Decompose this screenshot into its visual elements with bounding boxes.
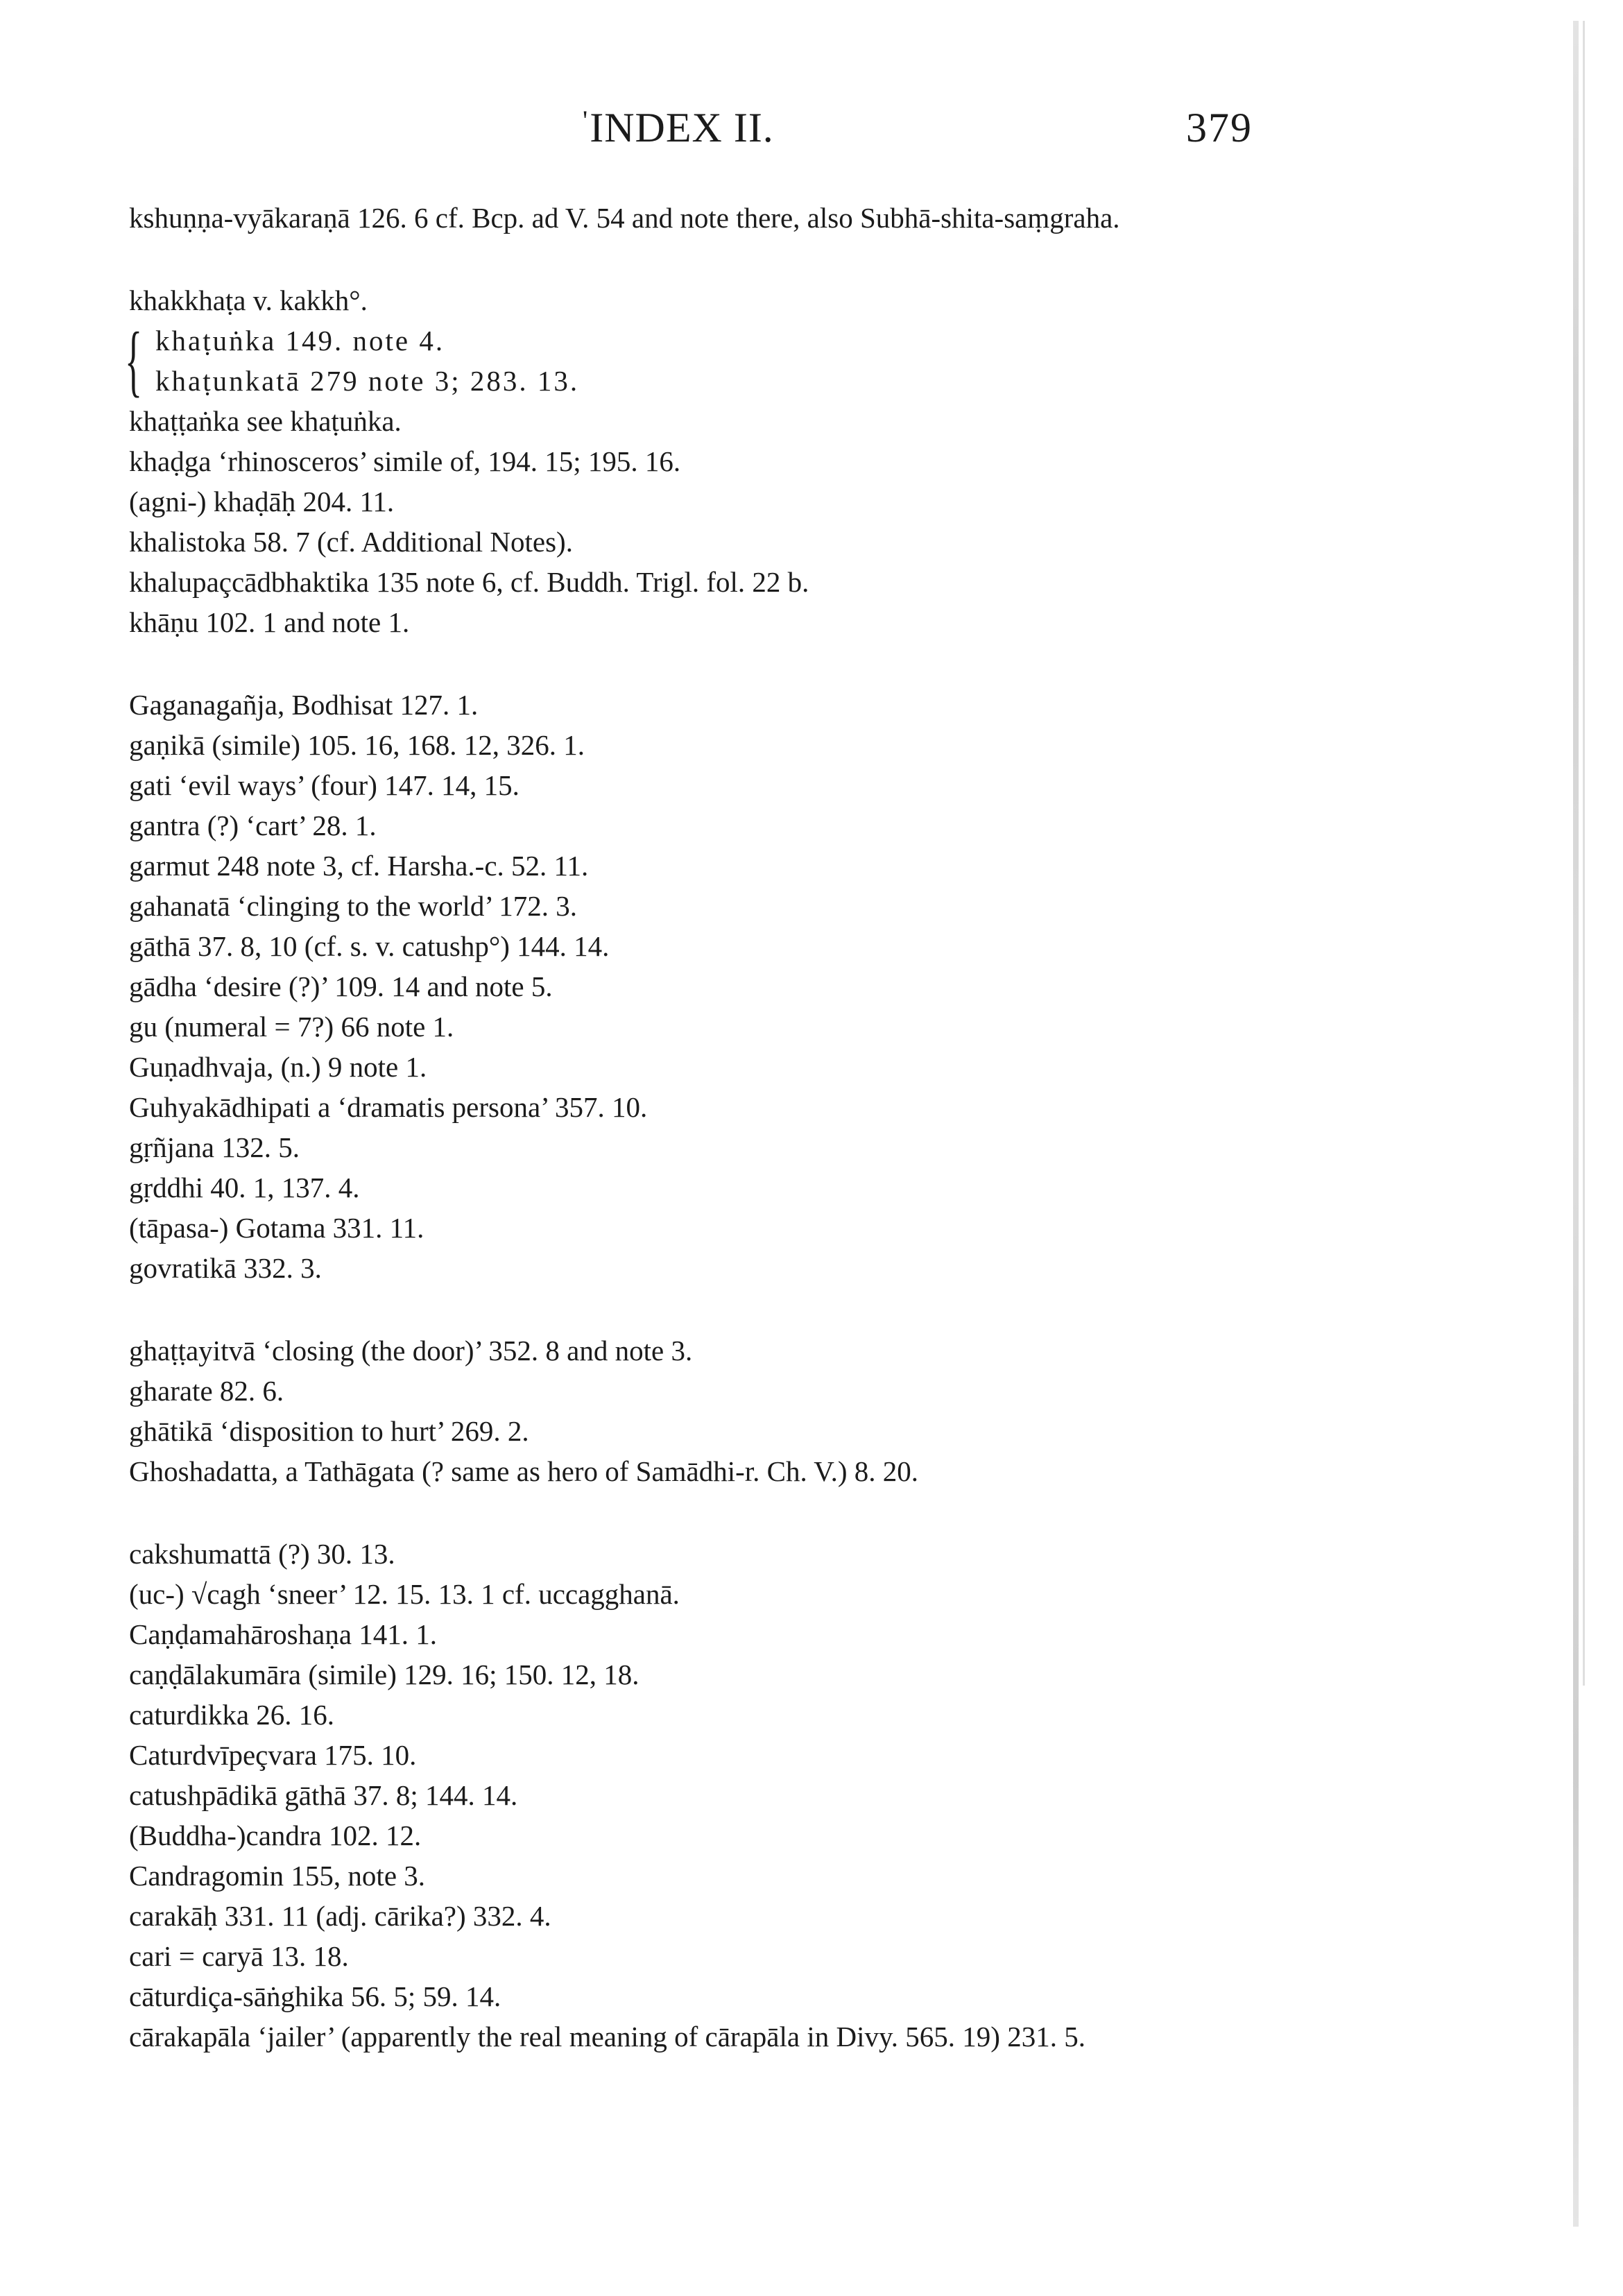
index-entry: ghaṭṭayitvā ‘closing (the door)’ 352. 8 and note 3. — [129, 1335, 693, 1367]
index-entries — [125, 198, 1266, 2057]
index-entry: gṛñjana 132. 5. — [129, 1131, 300, 1163]
index-entry: (Buddha-)candra 102. 12. — [129, 1819, 422, 1851]
index-entry: (agni-) khaḍāḥ 204. 11. — [129, 486, 395, 517]
running-head-word: NDEX — [604, 105, 723, 151]
index-entry: caṇḍālakumāra (simile) 129. 16; 150. 12, 18. — [129, 1659, 639, 1690]
running-head — [583, 104, 774, 152]
left-brace-icon: { — [125, 316, 143, 405]
index-entry: Gaganagañja, Bodhisat 127. 1. — [129, 689, 479, 721]
index-entry: gṛddhi 40. 1, 137. 4. — [129, 1172, 360, 1203]
index-group — [125, 280, 1266, 642]
index-entry: (tāpasa-) Gotama 331. 11. — [129, 1212, 424, 1244]
index-entry: gādha ‘desire (?)’ 109. 14 and note 5. — [129, 970, 553, 1002]
index-entry: khāṇu 102. 1 and note 1. — [129, 606, 410, 638]
index-entry: gu (numeral = 7?) 66 note 1. — [129, 1011, 454, 1043]
index-entry: Guṇadhvaja, (n.) 9 note 1. — [129, 1051, 427, 1083]
index-entry: Candragomin 155, note 3. — [129, 1860, 426, 1892]
index-group — [129, 685, 1266, 1288]
index-entry: Caṇḍamahāroshaṇa 141. 1. — [129, 1618, 438, 1650]
index-entry: (uc-) √cagh ‘sneer’ 12. 15. 13. 1 cf. uccagghanā. — [129, 1578, 680, 1610]
index-entry: gahanatā ‘clinging to the world’ 172. 3. — [129, 890, 577, 922]
index-entry: cakshumattā (?) 30. 13. — [129, 1538, 395, 1570]
index-entry: carakāḥ 331. 11 (adj. cārika?) 332. 4. — [129, 1900, 551, 1932]
index-group — [129, 198, 1266, 238]
index-entry: khaṭṭaṅka see khaṭuṅka. — [129, 405, 402, 437]
index-entry: cāturdiça-sāṅghika 56. 5; 59. 14. — [129, 1980, 501, 2012]
index-entry: garmut 248 note 3, cf. Harsha.-c. 52. 11. — [129, 850, 589, 882]
index-group — [129, 1330, 1266, 1491]
index-entry: khakkhaṭa v. kakkh°. — [129, 284, 368, 316]
bracketed-entry-pair — [125, 316, 1266, 405]
index-entry: caturdikka 26. 16. — [129, 1699, 335, 1731]
index-entry: Guhyakādhipati a ‘dramatis persona’ 357. 10. — [129, 1091, 648, 1123]
index-entry: khaṭunkatā 279 note 3; 283. 13. — [155, 365, 580, 397]
index-entry: ghātikā ‘disposition to hurt’ 269. 2. — [129, 1415, 529, 1447]
index-entry: khalistoka 58. 7 (cf. Additional Notes). — [129, 526, 573, 558]
index-entry: govratikā 332. 3. — [129, 1252, 322, 1284]
index-entry: kshuṇṇa-vyākaraṇā 126. 6 cf. Bcp. ad V. 54 and note there, also Subhā-shita-saṃgraha. — [129, 202, 1120, 234]
scan-edge — [1573, 21, 1579, 2227]
index-entry: khaṭuṅka 149. note 4. — [155, 325, 445, 357]
index-entry: gaṇikā (simile) 105. 16, 168. 12, 326. 1. — [129, 729, 585, 761]
index-entry: gharate 82. 6. — [129, 1375, 284, 1407]
running-head-initial: I — [590, 105, 605, 151]
index-group — [129, 1534, 1266, 2057]
scan-edge-secondary — [1583, 21, 1585, 1686]
running-head-suffix: II. — [722, 105, 774, 151]
page-number: 379 — [1186, 105, 1253, 151]
index-entry: khaḍga ‘rhinosceros’ simile of, 194. 15; 195. 16. — [129, 445, 681, 477]
index-entry: gantra (?) ‘cart’ 28. 1. — [129, 809, 377, 841]
index-entry: gati ‘evil ways’ (four) 147. 14, 15. — [129, 769, 519, 801]
index-entry: catushpādikā gāthā 37. 8; 144. 14. — [129, 1779, 518, 1811]
index-entry: Ghoshadatta, a Tathāgata (? same as hero of Samādhi-r. Ch. V.) 8. 20. — [129, 1455, 919, 1487]
index-entry: cari = caryā 13. 18. — [129, 1940, 349, 1972]
index-entry: Caturdvīpeçvara 175. 10. — [129, 1739, 417, 1771]
running-head-mark: ' — [583, 105, 589, 136]
index-entry: cārakapāla ‘jailer’ (apparently the real meaning of cārapāla in Divy. 565. 19) 231. 5. — [129, 2021, 1085, 2053]
index-entry: khalupaçcādbhaktika 135 note 6, cf. Buddh. Trigl. fol. 22 b. — [129, 566, 809, 598]
index-entry: gāthā 37. 8, 10 (cf. s. v. catushp°) 144. 14. — [129, 930, 610, 962]
